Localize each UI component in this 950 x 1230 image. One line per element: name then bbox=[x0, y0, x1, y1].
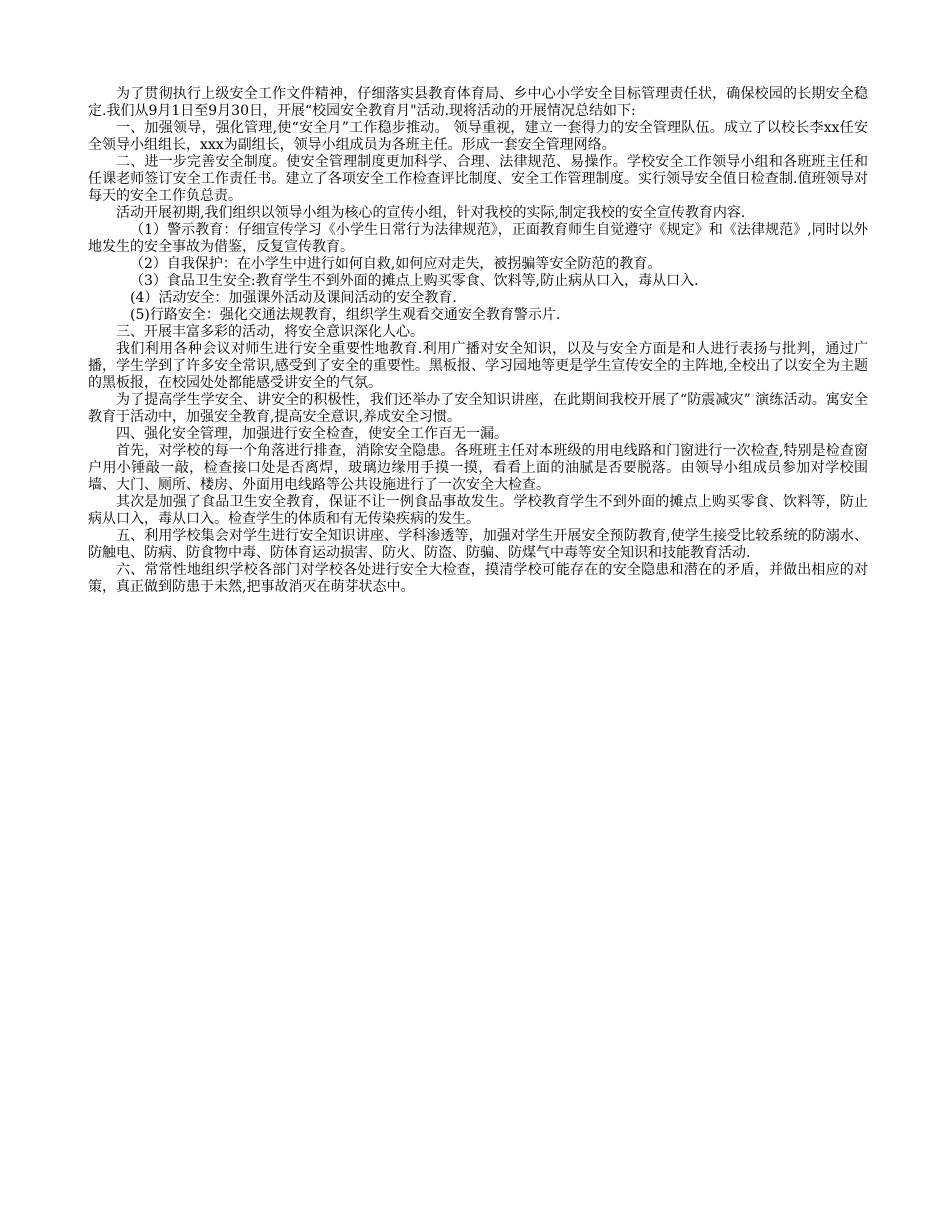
paragraph-lectures: 为了提高学生学安全、讲安全的积极性，我们还举办了安全知识讲座，在此期间我校开展了“防震减灾” 演练活动。寓安全教育于活动中，加强安全教育,提高安全意识,养成安全习惯。 bbox=[88, 392, 868, 425]
paragraph-item-4: (4）活动安全：加强课外活动及课间活动的安全教育. bbox=[130, 290, 457, 306]
paragraph-meetings: 我们利用各种会议对师生进行安全重要性地教育.利用广播对安全知识，以及与安全方面是和人进行表扬与批判，通过广播，学生学到了许多安全常识,感受到了安全的重要性。黑板报、学习园地等更是学生宣传安全的主阵地,全校出了以安全为主题的黑板报，在校园处处都能感受讲安全的气氛。 bbox=[88, 341, 868, 391]
paragraph-food-safety: 其次是加强了食品卫生安全教育，保证不让一例食品事故发生。学校教育学生不到外面的摊点上购买零食、饮料等，防止病从口入，毒从口入。检查学生的体质和有无传染疾病的发生。 bbox=[88, 494, 868, 527]
paragraph-section-1: 一、加强领导，强化管理,使“安全月”工作稳步推动。 领导重视，建立一套得力的安全管理队伍。成立了以校长李xx任安全领导小组组长，xxx为副组长，领导小组成员为各班主任。形成一套安全管理网络。 bbox=[88, 120, 868, 153]
paragraph-campaign-start: 活动开展初期,我们组织以领导小组为核心的宣传小组，针对我校的实际,制定我校的安全宣传教育内容. bbox=[116, 205, 746, 221]
paragraph-intro: 为了贯彻执行上级安全工作文件精神，仔细落实县教育体育局、乡中心小学安全目标管理责任状，确保校园的长期安全稳定.我们从9月1日至9月30日，开展“校园安全教育月"活动.现将活动的开展情况总结如下: bbox=[88, 86, 868, 119]
paragraph-inspection: 首先，对学校的每一个角落进行排查，消除安全隐患。各班班主任对本班级的用电线路和门窗进行一次检查,特别是检查窗户用小锤敲一敲，检查接口处是否离焊，玻璃边缘用手摸一摸，看看上面的油腻是否要脱落。由领导小组成员参加对学校围墙、大门、厕所、楼房、外面用电线路等公共设施进行了一次安全大检查。 bbox=[88, 443, 868, 493]
paragraph-section-4: 四、强化安全管理，加强进行安全检查，使安全工作百无一漏。 bbox=[116, 426, 508, 442]
paragraph-item-2: （2）自我保护：在小学生中进行如何自救,如何应对走失，被拐骗等安全防范的教育。 bbox=[130, 256, 662, 272]
paragraph-section-3: 三、开展丰富多彩的活动，将安全意识深化人心。 bbox=[116, 324, 424, 340]
paragraph-item-1: （1）警示教育：仔细宣传学习《小学生日常行为法律规范》，正面教育师生自觉遵守《规定》和《法律规范》,同时以外地发生的安全事故为借鉴，反复宣传教育。 bbox=[88, 222, 868, 255]
paragraph-item-5: (5)行路安全：强化交通法规教育，组织学生观看交通安全教育警示片. bbox=[130, 307, 561, 323]
document-body bbox=[88, 86, 868, 596]
paragraph-item-3: （3）食品卫生安全:教育学生不到外面的摊点上购买零食、饮料等,防止病从口入，毒从口入. bbox=[130, 273, 699, 289]
paragraph-section-5: 五、利用学校集会对学生进行安全知识讲座、学科渗透等，加强对学生开展安全预防教育,使学生接受比较系统的防溺水、防触电、防病、防食物中毒、防体育运动损害、防火、防盗、防骗、防煤气中毒等安全知识和技能教育活动. bbox=[88, 528, 868, 561]
paragraph-section-2: 二、进一步完善安全制度。使安全管理制度更加科学、合理、法律规范、易操作。学校安全工作领导小组和各班班主任和任课老师签订安全工作责任书。建立了各项安全工作检查评比制度、安全工作管理制度。实行领导安全值日检查制.值班领导对每天的安全工作负总责。 bbox=[88, 154, 868, 204]
paragraph-section-6: 六、常常性地组织学校各部门对学校各处进行安全大检查，摸清学校可能存在的安全隐患和潜在的矛盾，并做出相应的对策，真正做到防患于未然,把事故消灭在萌芽状态中。 bbox=[88, 562, 868, 595]
